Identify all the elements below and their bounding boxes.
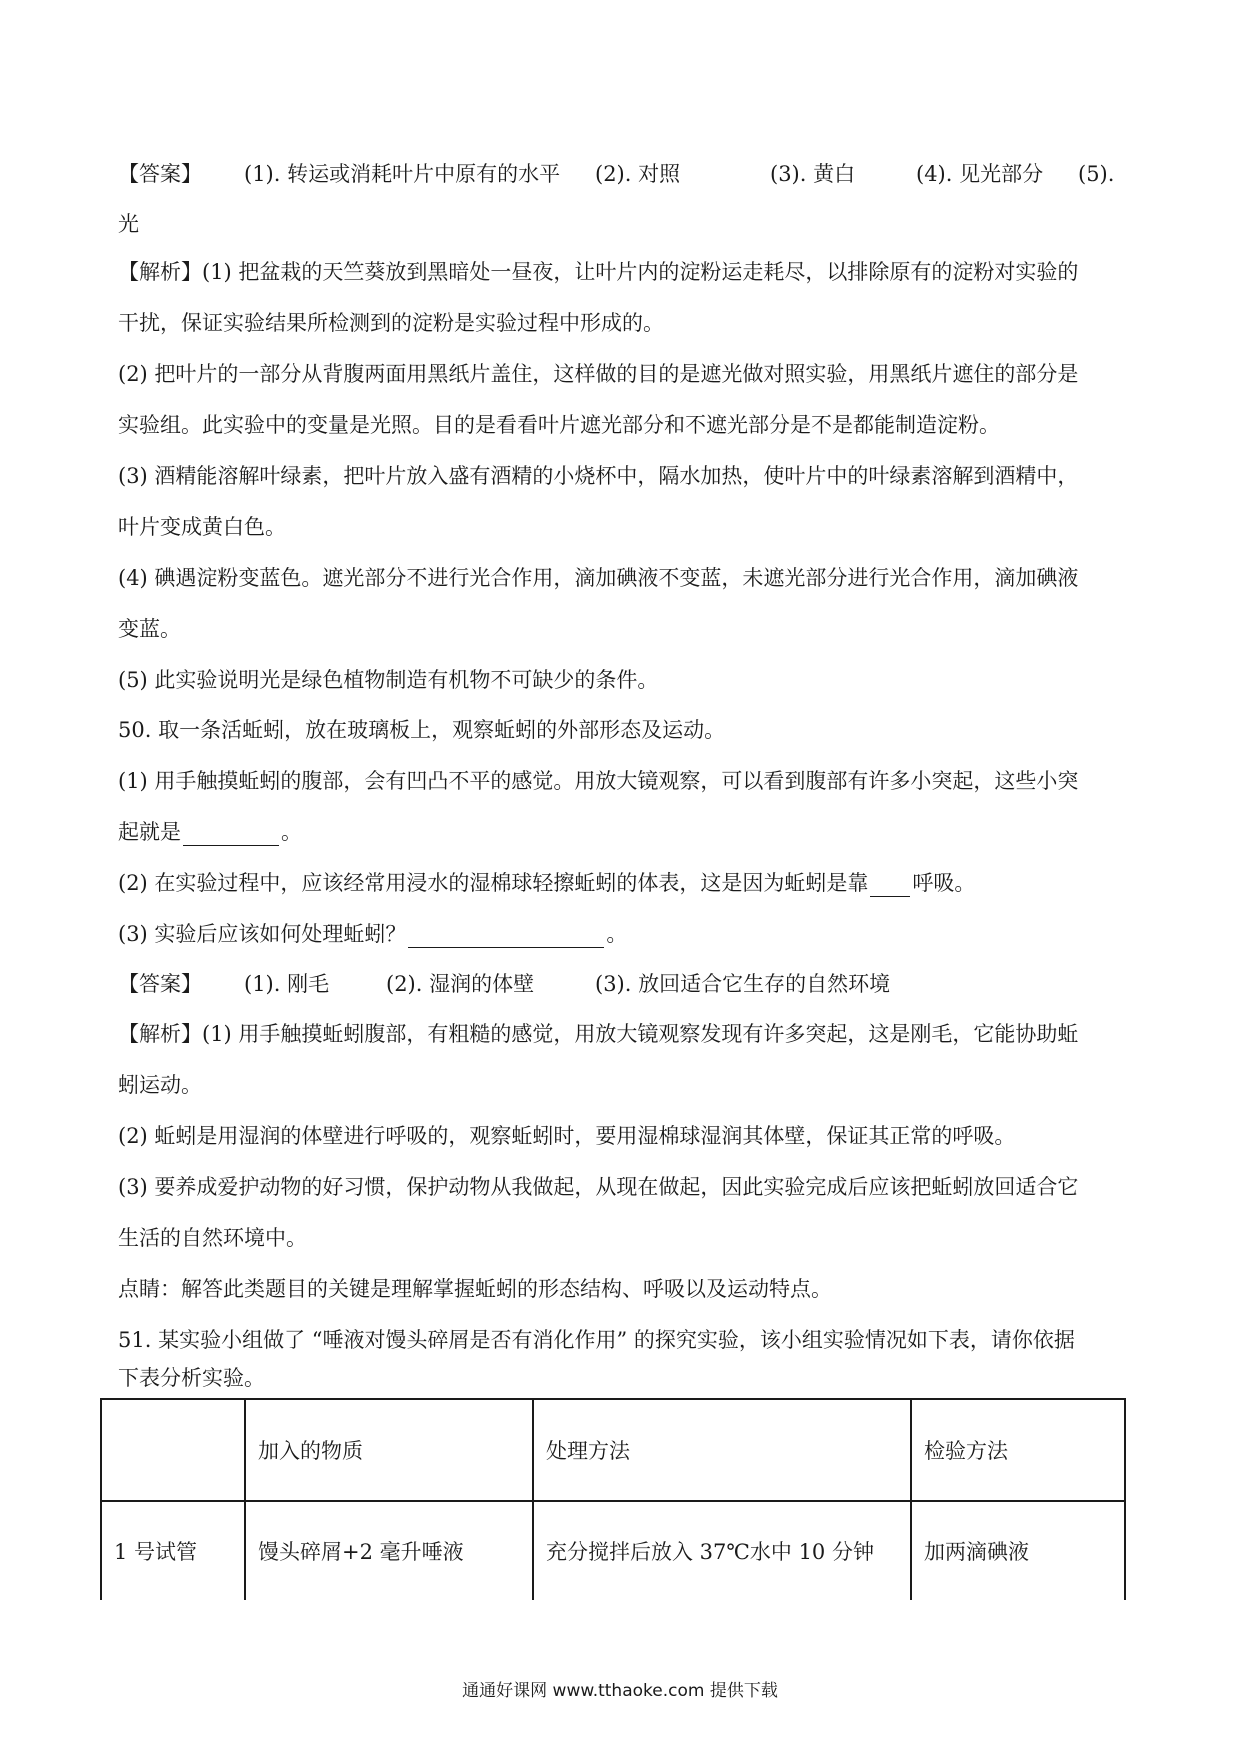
analysis-line: 干扰，保证实验结果所检测到的淀粉是实验过程中形成的。 — [118, 311, 664, 335]
answer-label: 【答案】 — [118, 162, 202, 186]
answer-label: 【答案】 — [118, 972, 202, 996]
table-header-cell: 加入的物质 — [245, 1399, 533, 1501]
table-header-cell: 处理方法 — [533, 1399, 911, 1501]
answer-blank — [183, 823, 279, 846]
answer-blank — [408, 925, 604, 948]
table-cell: 1 号试管 — [101, 1501, 245, 1600]
question-text: 呼吸。 — [912, 871, 976, 895]
analysis-line: 变蓝。 — [118, 617, 181, 641]
question-text: 。 — [281, 820, 302, 844]
q49-answer-wrap: 光 — [118, 212, 139, 236]
analysis-line: (2) 蚯蚓是用湿润的体壁进行呼吸的，观察蚯蚓时，要用湿棉球湿润其体壁，保证其正常的呼吸。 — [118, 1124, 1016, 1148]
table-cell: 馒头碎屑+2 毫升唾液 — [245, 1501, 533, 1600]
answer-item: (3). 放回适合它生存的自然环境 — [595, 972, 891, 996]
analysis-line: 点睛：解答此类题目的关键是理解掌握蚯蚓的形态结构、呼吸以及运动特点。 — [118, 1277, 832, 1301]
question-text: 。 — [606, 922, 628, 946]
analysis-line: (4) 碘遇淀粉变蓝色。遮光部分不进行光合作用，滴加碘液不变蓝，未遮光部分进行光合作用，滴加碘液 — [118, 566, 1079, 590]
analysis-line: (3) 酒精能溶解叶绿素，把叶片放入盛有酒精的小烧杯中，隔水加热，使叶片中的叶绿素溶解到酒精中， — [118, 464, 1079, 488]
experiment-table — [100, 1398, 1126, 1600]
answer-item: (4). 见光部分 — [916, 162, 1044, 186]
analysis-line: (2) 把叶片的一部分从背腹两面用黑纸片盖住，这样做的目的是遮光做对照实验，用黑纸片遮住的部分是 — [118, 362, 1079, 386]
answer-blank — [870, 874, 910, 897]
analysis-line: 【解析】(1) 用手触摸蚯蚓腹部，有粗糙的感觉，用放大镜观察发现有许多突起，这是刚毛，它能协助蚯 — [118, 1022, 1079, 1046]
question-part — [118, 869, 1128, 897]
question-part — [118, 920, 1128, 948]
table-row — [101, 1501, 1125, 1600]
analysis-line: (3) 要养成爱护动物的好习惯，保护动物从我做起，从现在做起，因此实验完成后应该把蚯蚓放回适合它 — [118, 1175, 1079, 1199]
analysis-line: 叶片变成黄白色。 — [118, 515, 286, 539]
answer-item: (5). — [1078, 162, 1115, 186]
table-header-row — [101, 1399, 1125, 1501]
answer-item: (2). 湿润的体壁 — [386, 972, 535, 996]
table-header-cell: 检验方法 — [911, 1399, 1125, 1501]
table-header-cell — [101, 1399, 245, 1501]
answer-item: (3). 黄白 — [770, 162, 856, 186]
question-part — [118, 818, 1128, 846]
answer-item: (2). 对照 — [595, 162, 681, 186]
question-stem: 51. 某实验小组做了 “唾液对馒头碎屑是否有消化作用” 的探究实验，该小组实验情况如下表，请你依据 — [118, 1328, 1075, 1352]
question-text: 起就是 — [118, 820, 181, 844]
analysis-line: 【解析】(1) 把盆栽的天竺葵放到黑暗处一昼夜，让叶片内的淀粉运走耗尽，以排除原有的淀粉对实验的 — [118, 260, 1079, 284]
analysis-line: 蚓运动。 — [118, 1073, 202, 1097]
analysis-line: 实验组。此实验中的变量是光照。目的是看看叶片遮光部分和不遮光部分是不是都能制造淀粉。 — [118, 413, 1000, 437]
analysis-line: 生活的自然环境中。 — [118, 1226, 307, 1250]
table-cell: 充分搅拌后放入 37℃水中 10 分钟 — [533, 1501, 911, 1600]
question-part: (1) 用手触摸蚯蚓的腹部，会有凹凸不平的感觉。用放大镜观察，可以看到腹部有许多小突起，这些小突 — [118, 769, 1079, 793]
answer-item: (1). 转运或消耗叶片中原有的水平 — [244, 162, 561, 186]
question-stem: 50. 取一条活蚯蚓，放在玻璃板上，观察蚯蚓的外部形态及运动。 — [118, 718, 726, 742]
analysis-line: (5) 此实验说明光是绿色植物制造有机物不可缺少的条件。 — [118, 668, 659, 692]
question-text: (2) 在实验过程中，应该经常用浸水的湿棉球轻擦蚯蚓的体表，这是因为蚯蚓是靠 — [118, 871, 869, 895]
answer-item: (1). 刚毛 — [244, 972, 330, 996]
table-cell: 加两滴碘液 — [911, 1501, 1125, 1600]
question-stem: 下表分析实验。 — [118, 1366, 265, 1390]
page-footer: 通通好课网 www.tthaoke.com 提供下载 — [462, 1681, 778, 1701]
question-text: (3) 实验后应该如何处理蚯蚓？ — [118, 922, 407, 946]
